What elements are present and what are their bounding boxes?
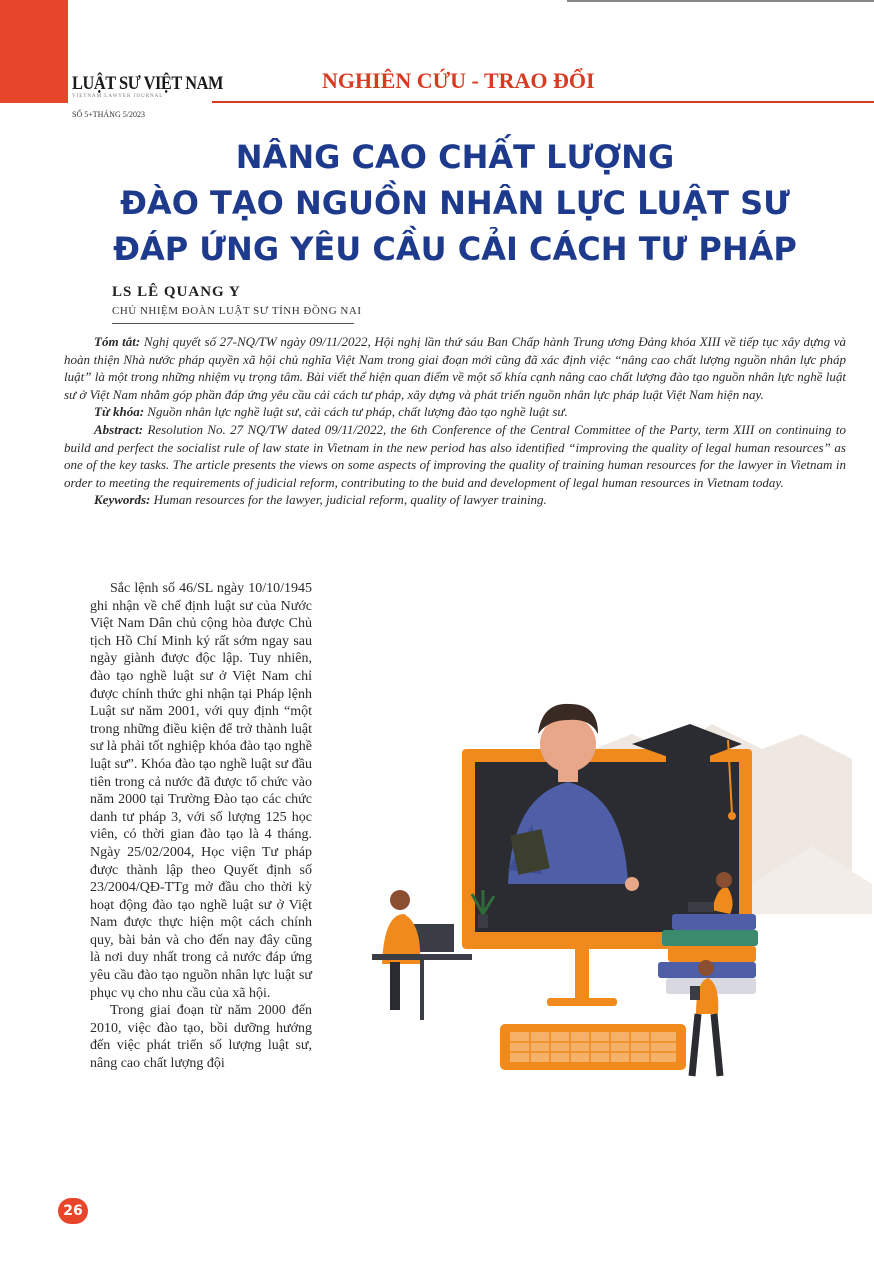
corner-color-block <box>0 0 68 103</box>
tukhoa-text: Nguồn nhân lực nghề luật sư, cải cách tư pháp, chất lượng đào tạo nghề luật sư. <box>144 404 568 420</box>
article-headline <box>60 134 850 272</box>
issue-info: SỐ 5+THÁNG 5/2023 <box>72 110 145 119</box>
body-paragraph-2: Trong giai đoạn từ năm 2000 đến 2010, việc đào tạo, bồi dưỡng hướng đến việc phát triển số lượng luật sư, nâng cao chất lượng đội <box>90 1003 312 1072</box>
tomtat-label: Tóm tắt: <box>94 334 141 349</box>
body-column <box>90 580 312 1073</box>
body-paragraph-1: Sắc lệnh số 46/SL ngày 10/10/1945 ghi nhận về chế định luật sư của Nước Việt Nam Dân chủ cộng hòa được Chủ tịch Hồ Chí Minh ký rất sớm ngay sau ngày giành được độc lập. Tuy nhiên, đào tạo nghề luật sư ở Việt Nam chỉ được chính thức ghi nhận tại Pháp lệnh Luật sư năm 2001, với quy định “một trong những điều kiện để trở thành luật sư là phải tốt nghiệp khóa đào tạo nghề luật sư”. Khóa đào tạo nghề luật sư đầu tiên trong cả nước đã được tổ chức vào năm 2000 tại Trường Đào tạo các chức danh tư pháp 3, với số lượng 125 học viên, có thời gian đào tạo là 4 tháng. Ngày 25/02/2004, Học viện Tư pháp được thành lập theo Quyết định số 23/2004/QĐ-TTg mở đầu cho thời kỳ hoạt động đào tạo nghề luật sư ở Việt Nam được thực hiện một cách chính quy, bài bản và cho đến nay đây cũng là nơi duy nhất trong cả nước đáp ứng yêu cầu đào tạo nguồn nhân lực luật sư phục vụ cho nhu cầu của xã hội. <box>90 581 312 1001</box>
top-rule <box>567 0 874 2</box>
affiliation-rule <box>112 323 354 324</box>
keywords-label: Keywords: <box>94 492 151 508</box>
abstract-block <box>64 333 846 509</box>
abstract-en-text: Resolution No. 27 NQ/TW dated 09/11/2022, the 6th Conference of the Central Committee of the Party, term XIII on continuing to build and perfect the socialist rule of law state in Vietnam in the new period has also identified “improving the quality of legal human resources” as one of the key tasks. The article presents the views on some aspects of improving the quality of training human resources for the lawyer in Vietnam in order to meeting the requirements of judicial reform, contributing to the buid and development of legal human resources in Vietnam today. <box>64 421 846 490</box>
masthead-subtitle: VIETNAM LAWYER JOURNAL <box>72 94 164 99</box>
headline-line-2: ĐÀO TẠO NGUỒN NHÂN LỰC LUẬT SƯ <box>120 184 790 222</box>
tukhoa-label: Từ khóa: <box>94 404 145 420</box>
headline-line-3: ĐÁP ỨNG YÊU CẦU CẢI CÁCH TƯ PHÁP <box>113 230 797 268</box>
section-label: NGHIÊN CỨU - TRAO ĐỔI <box>322 68 595 93</box>
author-affiliation: CHỦ NHIỆM ĐOÀN LUẬT SƯ TỈNH ĐỒNG NAI <box>112 305 362 317</box>
masthead-title: LUẬT SƯ VIỆT NAM <box>72 73 223 94</box>
page-number: 26 <box>58 1198 88 1224</box>
masthead <box>72 73 223 119</box>
abstract-en-label: Abstract: <box>94 421 144 437</box>
tomtat-text: Nghị quyết số 27-NQ/TW ngày 09/11/2022, Hội nghị lần thứ sáu Ban Chấp hành Trung ương Đảng khóa XIII về tiếp tục xây dựng và hoàn thiện Nhà nước pháp quyền xã hội chủ nghĩa Việt Nam trong giai đoạn mới cũng đã xác định việc “nâng cao chất lượng nguồn nhân lực pháp luật” là một trong những nhiệm vụ trọng tâm. Bài viết thể hiện quan điểm về một số khía cạnh nâng cao chất lượng đào tạo nguồn nhân lực nghề luật sư ở Việt Nam nhằm góp phần đáp ứng yêu cầu cải cách tư pháp, xây dựng và phát triển nguồn nhân lực pháp luật Việt Nam hiện nay. <box>64 334 847 402</box>
abstract-en-paragraph <box>64 421 846 491</box>
keywords-text: Human resources for the lawyer, judicial reform, quality of lawyer training. <box>150 492 547 508</box>
tomtat-paragraph <box>64 333 846 403</box>
online-training-illustration <box>332 584 872 1124</box>
headline-line-1: NÂNG CAO CHẤT LƯỢNG <box>235 138 675 176</box>
section-rule <box>212 101 874 103</box>
author-name: LS LÊ QUANG Y <box>112 284 241 300</box>
tukhoa-paragraph <box>64 403 846 421</box>
keyboard-icon <box>500 1024 686 1070</box>
keywords-paragraph <box>64 491 846 509</box>
